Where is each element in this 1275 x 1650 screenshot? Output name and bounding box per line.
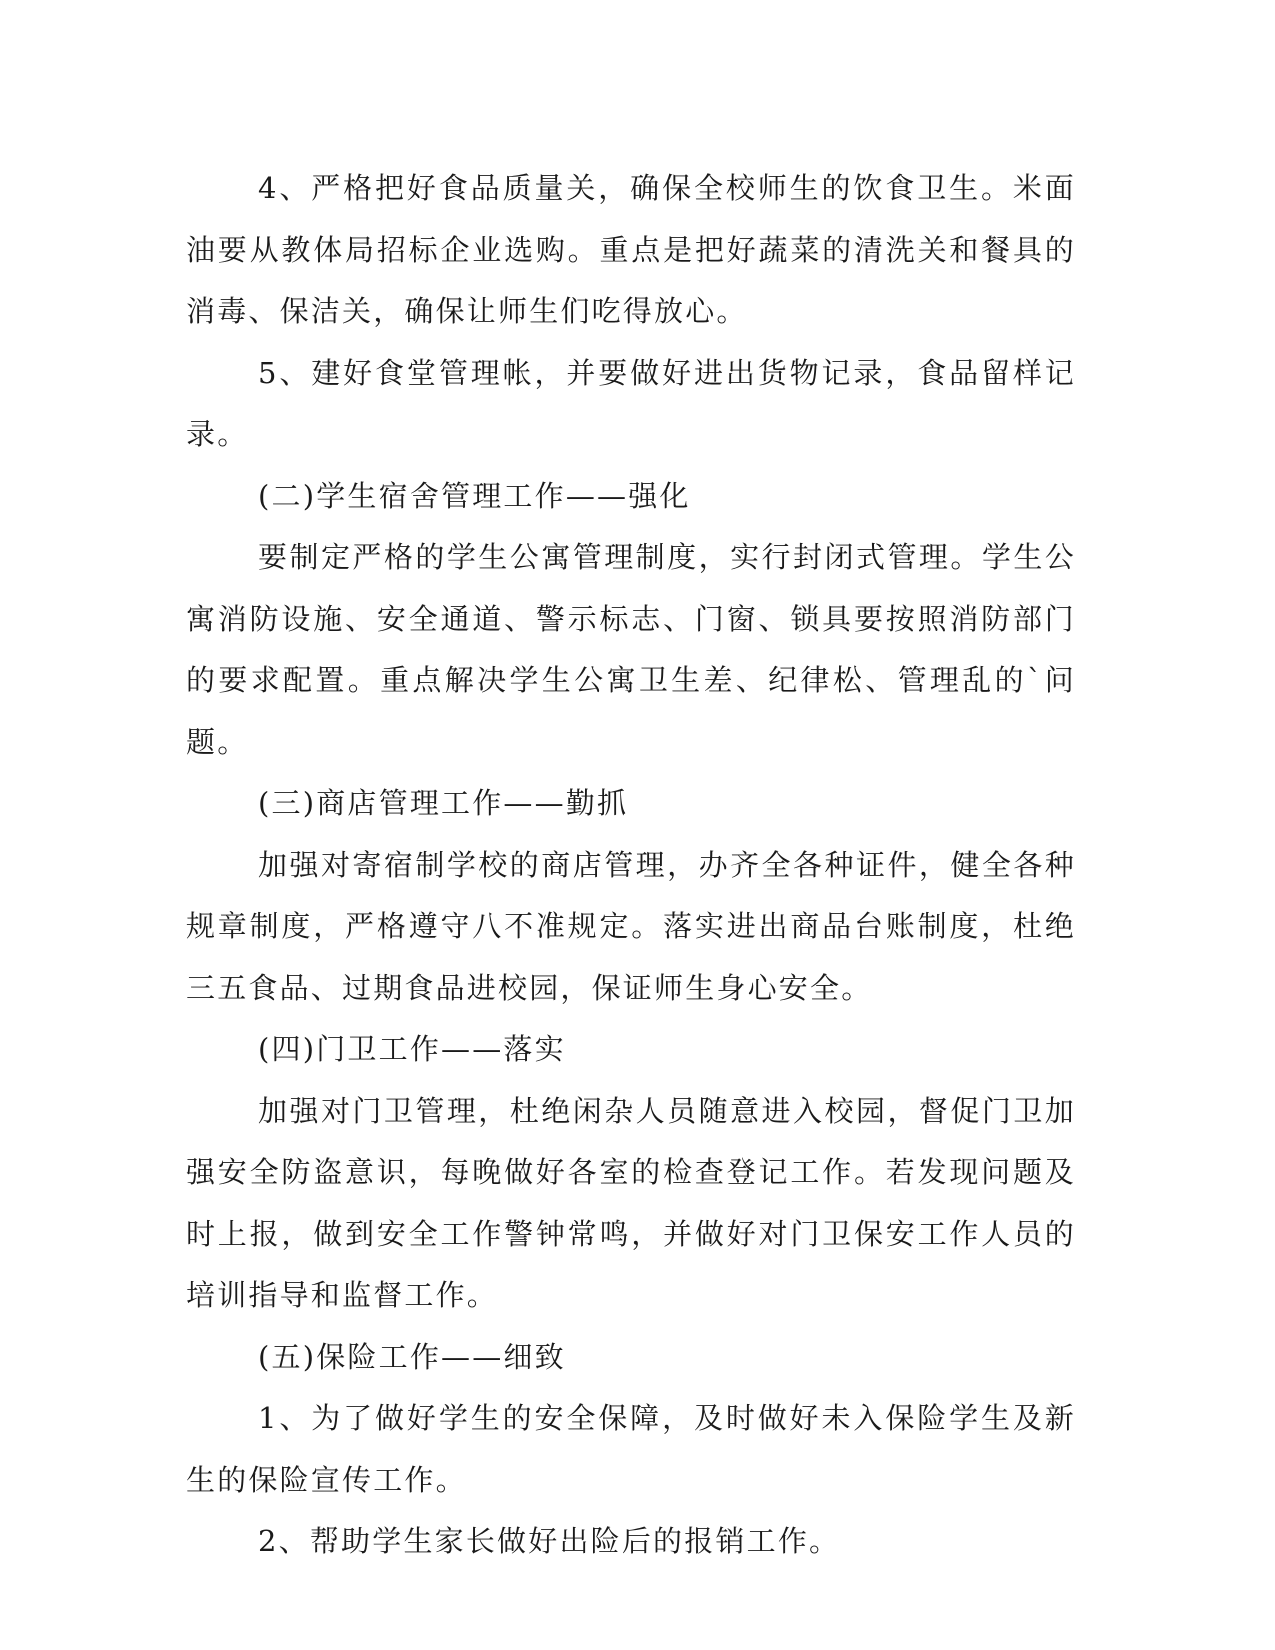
paragraph-gatekeeper: 加强对门卫管理，杜绝闲杂人员随意进入校园，督促门卫加强安全防盗意识，每晚做好各室的检查登记工作。若发现问题及时上报，做到安全工作警钟常鸣，并做好对门卫保安工作人员的培训指导和监督工作。: [186, 1093, 1076, 1312]
paragraph-food-quality: 4、严格把好食品质量关，确保全校师生的饮食卫生。米面油要从教体局招标企业选购。重点是把好蔬菜的清洗关和餐具的消毒、保洁关，确保让师生们吃得放心。: [186, 171, 1076, 328]
section-heading-insurance: (五)保险工作——细致: [258, 1339, 566, 1374]
document-body: [186, 158, 1076, 1573]
paragraph-canteen-records: 5、建好食堂管理帐，并要做好进出货物记录，食品留样记录。: [186, 355, 1076, 451]
paragraph-insurance-2: 2、帮助学生家长做好出险后的报销工作。: [258, 1524, 841, 1558]
paragraph-store: 加强对寄宿制学校的商店管理，办齐全各种证件，健全各种规章制度，严格遵守八不准规定。落实进出商品台账制度，杜绝三五食品、过期食品进校园，保证师生身心安全。: [186, 847, 1076, 1005]
section-heading-store: (三)商店管理工作——勤抓: [258, 786, 629, 820]
section-heading-dormitory: (二)学生宿舍管理工作——强化: [258, 478, 691, 513]
paragraph-insurance-1: 1、为了做好学生的安全保障，及时做好未入保险学生及新生的保险宣传工作。: [186, 1401, 1076, 1497]
section-heading-gatekeeper: (四)门卫工作——落实: [258, 1032, 566, 1066]
paragraph-dormitory: 要制定严格的学生公寓管理制度，实行封闭式管理。学生公寓消防设施、安全通道、警示标志、门窗、锁具要按照消防部门的要求配置。重点解决学生公寓卫生差、纪律松、管理乱的`问题。: [186, 540, 1076, 759]
